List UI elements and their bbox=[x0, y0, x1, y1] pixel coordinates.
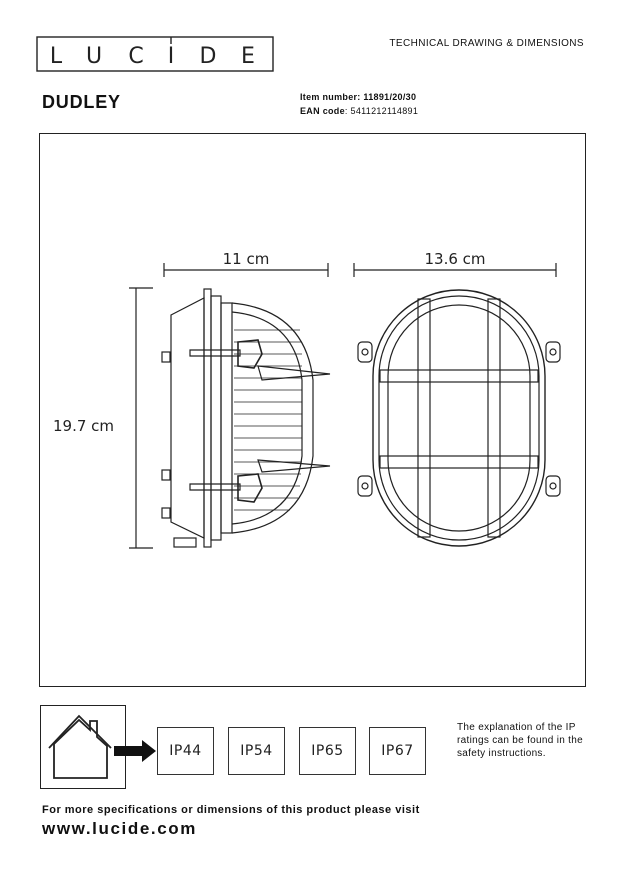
ean-code-value: : 5411212114891 bbox=[344, 106, 419, 116]
product-name: DUDLEY bbox=[42, 92, 121, 112]
lucide-logo bbox=[36, 36, 274, 72]
depth-dimension-label: 11 cm bbox=[222, 250, 270, 268]
ip44-badge: IP44 bbox=[157, 727, 214, 775]
logo-letter-i: I bbox=[167, 44, 175, 69]
item-number-label: Item number: bbox=[300, 92, 361, 102]
width-dimension-label: 13.6 cm bbox=[424, 250, 486, 268]
logo-letter-c: C bbox=[128, 44, 144, 69]
logo-letter-d: D bbox=[199, 44, 217, 69]
item-number-value: 11891/20/30 bbox=[363, 92, 417, 102]
ip67-badge: IP67 bbox=[369, 727, 426, 775]
ip-rating-note: The explanation of the IP ratings can be found in the safety instructions. bbox=[457, 722, 583, 759]
item-number bbox=[300, 92, 416, 102]
logo-letter-e: E bbox=[241, 44, 255, 69]
ip54-badge: IP54 bbox=[228, 727, 285, 775]
document-type: TECHNICAL DRAWING & DIMENSIONS bbox=[389, 38, 584, 49]
logo-letter-l: L bbox=[49, 44, 63, 69]
footer-text: For more specifications or dimensions of this product please visit bbox=[42, 804, 420, 816]
logo-letter-u: U bbox=[85, 44, 103, 69]
drawing-frame bbox=[39, 133, 586, 687]
height-dimension-label: 19.7 cm bbox=[53, 417, 115, 435]
ean-code bbox=[300, 106, 418, 116]
ean-code-label: EAN code bbox=[300, 106, 345, 116]
footer-url[interactable]: www.lucide.com bbox=[42, 819, 197, 838]
arrow-right-icon bbox=[112, 738, 158, 764]
ip65-badge: IP65 bbox=[299, 727, 356, 775]
